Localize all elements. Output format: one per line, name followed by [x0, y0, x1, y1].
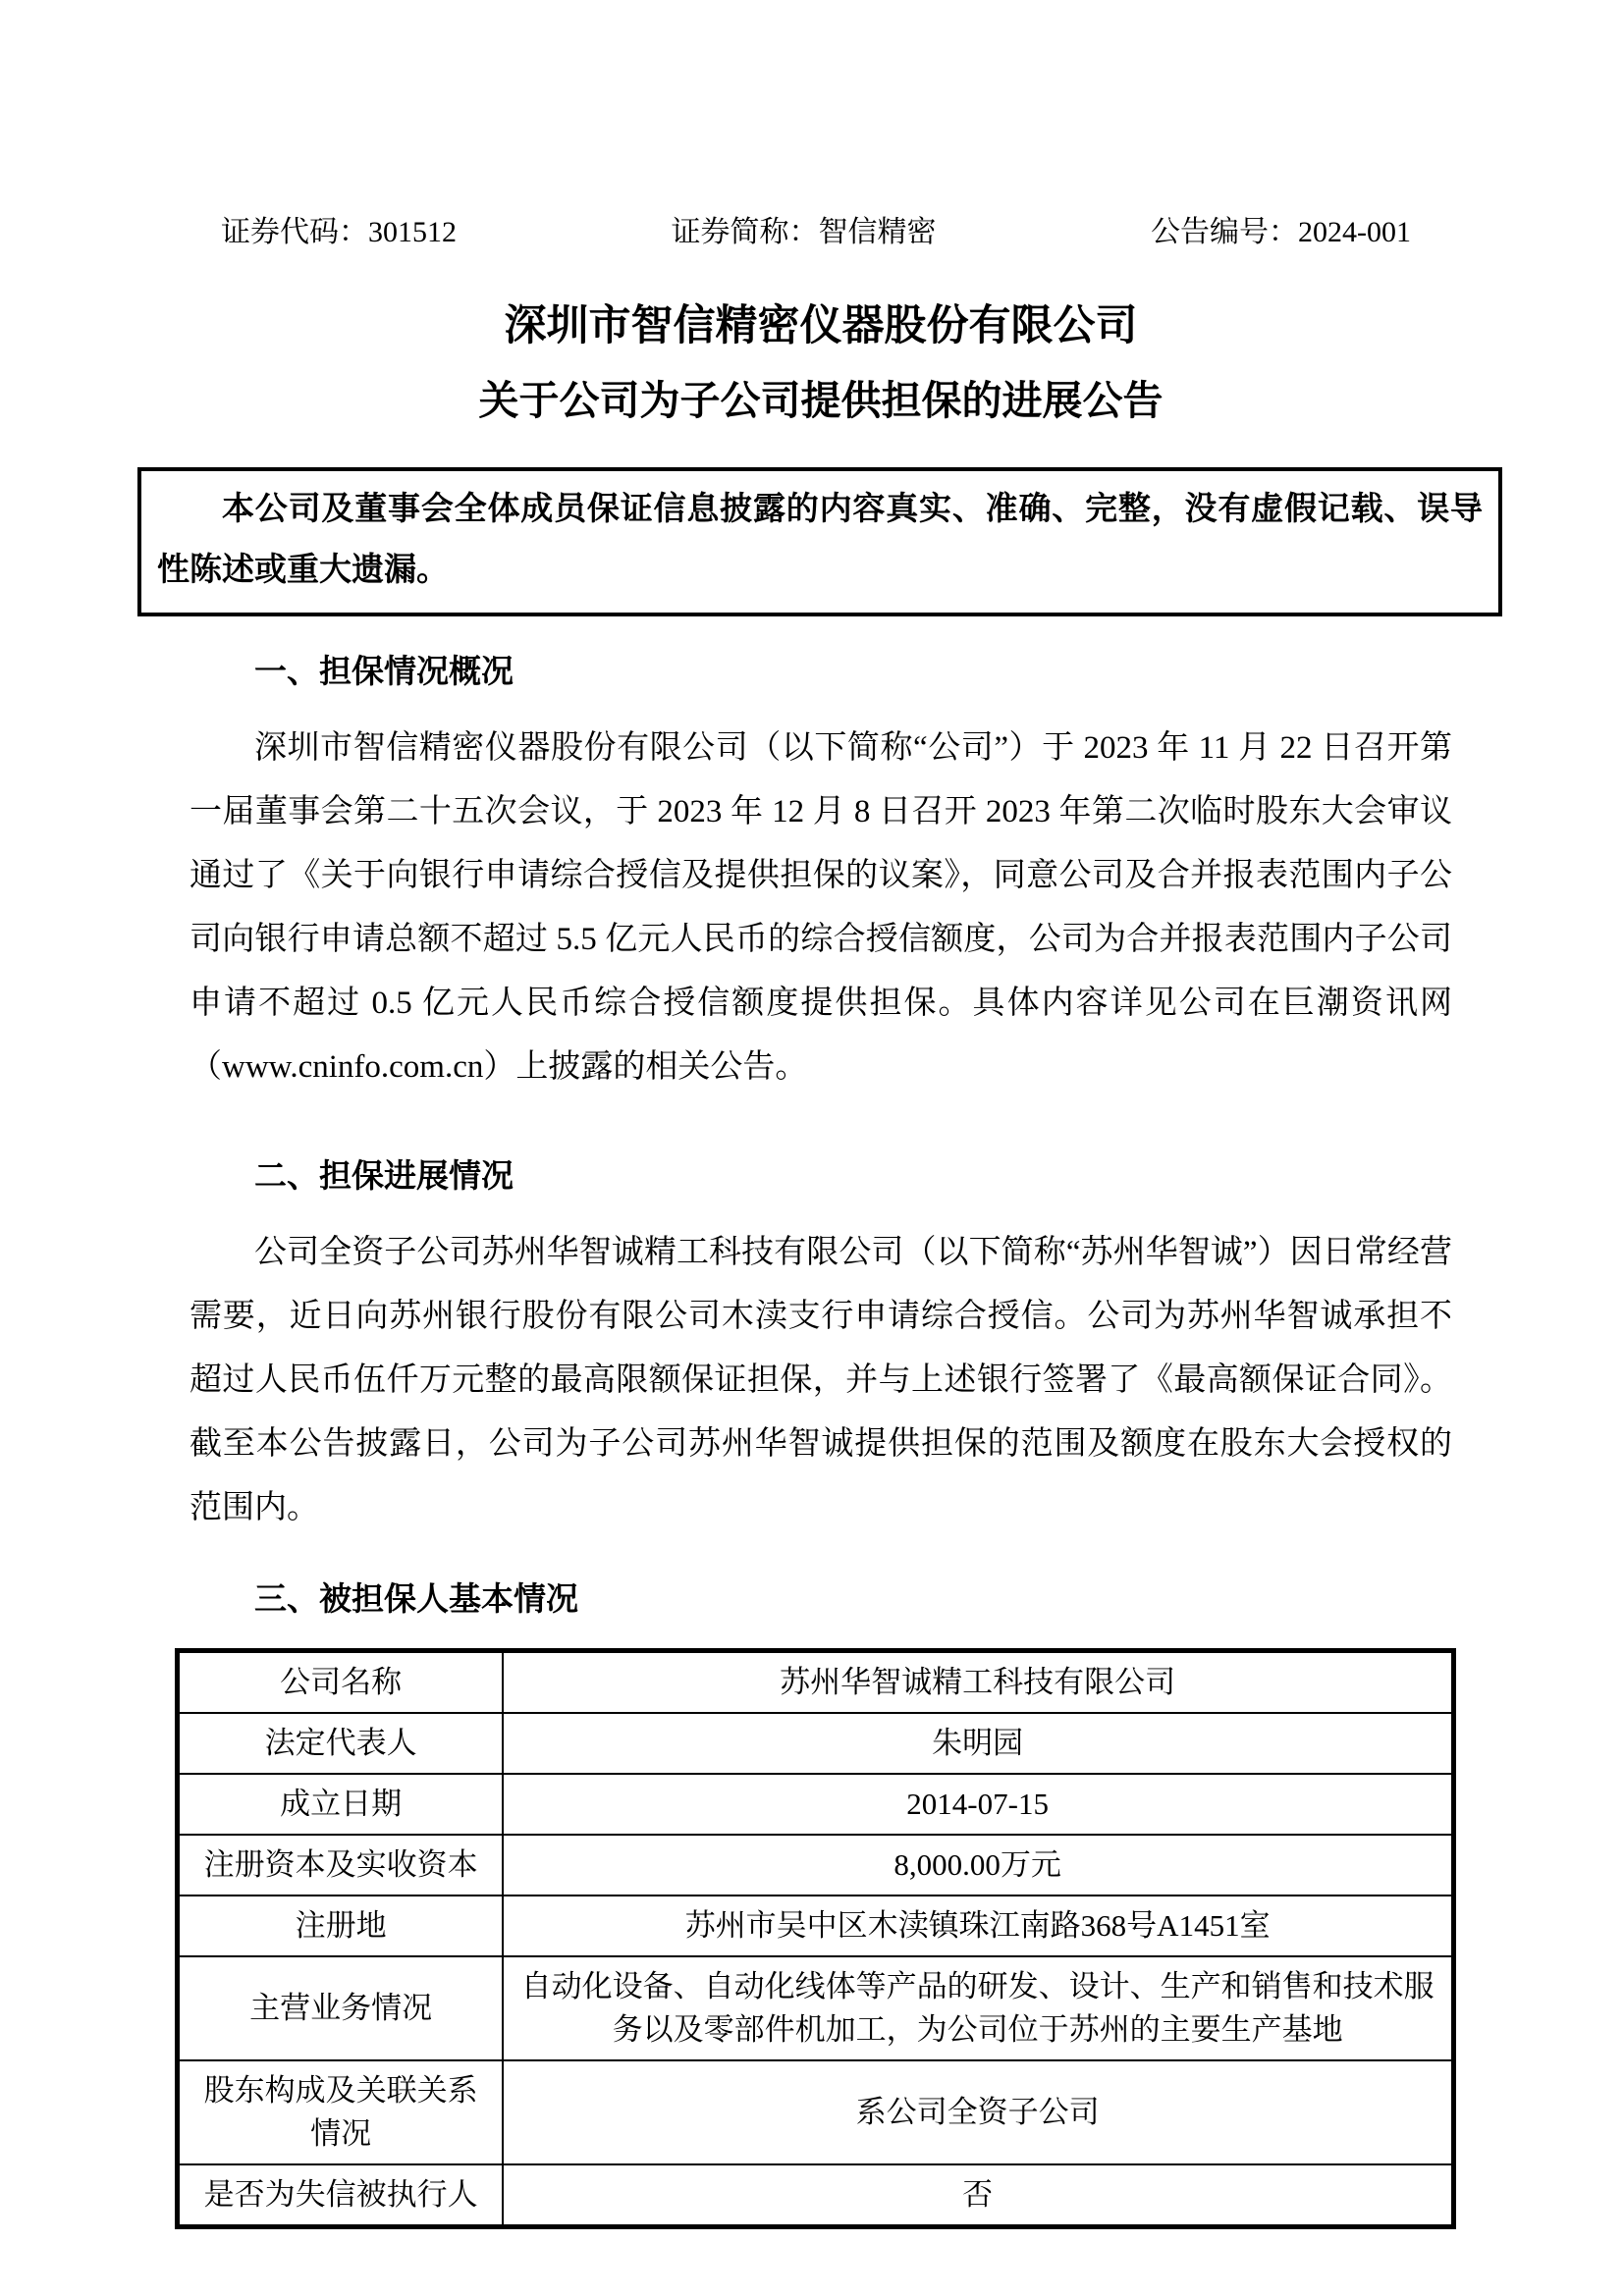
announcement-number-text: 公告编号：2024-001 [1151, 216, 1411, 248]
row-label: 成立日期 [178, 1774, 504, 1835]
row-value: 苏州市吴中区木渎镇珠江南路368号A1451室 [503, 1896, 1453, 1956]
row-value: 8,000.00万元 [503, 1835, 1453, 1896]
guaranteed-party-info-table [175, 1648, 1456, 2229]
table-row-shareholder-structure [178, 2060, 1454, 2164]
paragraph-guarantee-progress: 公司全资子公司苏州华智诚精工科技有限公司（以下简称“苏州华智诚”）因日常经营需要，近日向苏州银行股份有限公司木渎支行申请综合授信。公司为苏州华智诚承担不超过人民币伍仟万元整的最高限额保证担保，并与上述银行签署了《最高额保证合同》。截至本公告披露日，公司为子公司苏州华智诚提供担保的范围及额度在股东大会授权的范围内。 [189, 1235, 1452, 1525]
stock-name-text: 证券简称：智信精密 [671, 216, 937, 248]
table-row-legal-representative [178, 1713, 1454, 1774]
table-row-establishment-date [178, 1774, 1454, 1835]
table-row-main-business [178, 1956, 1454, 2060]
announcement-subtitle: 关于公司为子公司提供担保的进展公告 [478, 378, 1164, 423]
row-label: 法定代表人 [178, 1713, 504, 1774]
table-row-company-name [178, 1651, 1454, 1714]
row-label: 股东构成及关联关系情况 [178, 2060, 504, 2164]
row-value: 否 [503, 2164, 1453, 2227]
company-title: 深圳市智信精密仪器股份有限公司 [504, 303, 1138, 349]
row-label: 注册资本及实收资本 [178, 1835, 504, 1896]
table-row-dishonest-executee [178, 2164, 1454, 2227]
row-value: 自动化设备、自动化线体等产品的研发、设计、生产和销售和技术服务以及零部件机加工，为公司位于苏州的主要生产基地 [503, 1956, 1453, 2060]
row-value: 朱明园 [503, 1713, 1453, 1774]
row-label: 注册地 [178, 1896, 504, 1956]
section-heading-guarantee-overview: 一、担保情况概况 [254, 655, 514, 690]
row-value: 苏州华智诚精工科技有限公司 [503, 1651, 1453, 1714]
securities-header-row [221, 214, 1411, 251]
paragraph-guarantee-overview: 深圳市智信精密仪器股份有限公司（以下简称“公司”）于 2023 年 11 月 22 日召开第一届董事会第二十五次会议，于 2023 年 12 月 8 日召开 2023 年第二次临时股东大会审议通过了《关于向银行申请综合授信及提供担保的议案》，同意公司及合并报表范围内子公司向银行申请总额不超过 5.5 亿元人民币的综合授信额度，公司为合并报表范围内子公司申请不超过 0.5 亿元人民币综合授信额度提供担保。具体内容详见公司在巨潮资讯网（www.cninfo.com.cn）上披露的相关公告。 [189, 730, 1452, 1085]
disclaimer-box [137, 467, 1502, 616]
stock-code-text: 证券代码：301512 [221, 216, 457, 248]
row-label: 公司名称 [178, 1651, 504, 1714]
table-row-registered-address [178, 1896, 1454, 1956]
row-label: 主营业务情况 [178, 1956, 504, 2060]
row-label: 是否为失信被执行人 [178, 2164, 504, 2227]
table-row-registered-capital [178, 1835, 1454, 1896]
row-value: 系公司全资子公司 [503, 2060, 1453, 2164]
disclaimer-text: 本公司及董事会全体成员保证信息披露的内容真实、准确、完整，没有虚假记载、误导性陈述或重大遗漏。 [157, 492, 1483, 588]
section-heading-guarantee-progress: 二、担保进展情况 [254, 1159, 514, 1195]
section-heading-guaranteed-party-info: 三、被担保人基本情况 [254, 1582, 578, 1618]
row-value: 2014-07-15 [503, 1774, 1453, 1835]
